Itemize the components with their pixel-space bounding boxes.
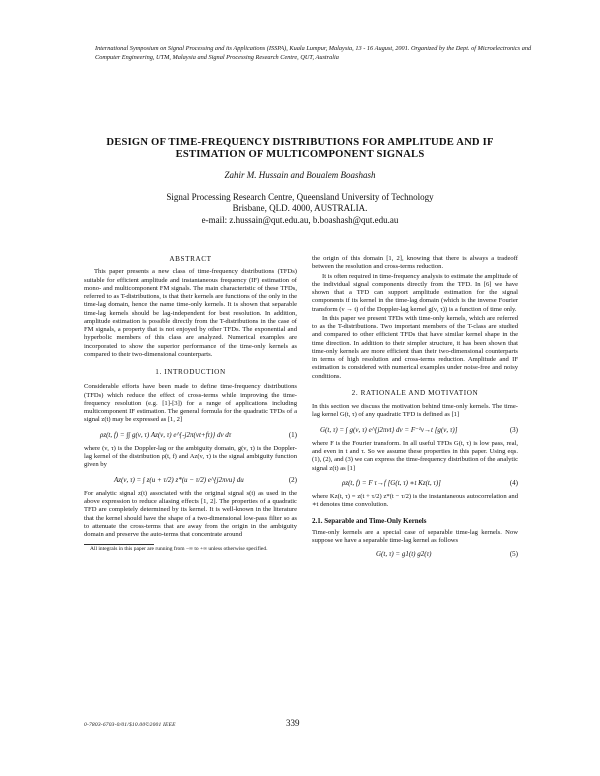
- footnote: All integrals in this paper are running from −∞ to +∞ unless otherwise specified.: [90, 546, 268, 553]
- equation-5-body: G(t, τ) = g1(t) g2(τ): [376, 550, 432, 559]
- equation-5: [376, 550, 518, 558]
- left-column: [84, 255, 297, 553]
- equation-2-body: Az(ν, τ) = ∫ z(u + τ/2) z*(u − τ/2) e^{j2πνu} du: [114, 475, 244, 484]
- right-paragraph-3: In this paper we present TFDs with time-only kernels, which are referred to as the T-distributions. Two important members of the T-class are studied and compared to other efficient TFDs that have similar kernel shape in the time direction. In addition to their simpler structure, it has been shown that time-only kernels are more efficient than their two-dimensional counterparts in terms of high resolution and cross-terms reduction. Amplitude and IF estimation is considered with numerical examples under noise-free and noisy conditions.: [312, 314, 518, 380]
- equation-5-number: (5): [509, 550, 518, 559]
- equation-1-number: (1): [288, 430, 297, 439]
- intro-paragraph-1: Considerable efforts have been made to define time-frequency distributions (TFDs) which reduce the effect of cross-terms while improving the time-frequency resolution (e.g. [1]-[3]) for a range of applications including multicomponent IF estimation. The general formula for the quadratic TFDs of a signal z(t) may be expressed as [1, 2]: [84, 383, 297, 424]
- affiliation: [100, 192, 500, 226]
- right-paragraph-1: the origin of this domain [1, 2], knowing that there is always a tradeoff between the resolution and cross-terms reduction.: [312, 255, 518, 271]
- affiliation-email: e-mail: z.hussain@qut.edu.au, b.boashash@qut.edu.au: [201, 214, 399, 225]
- equation-1: [100, 431, 297, 439]
- paper-title: [70, 137, 530, 161]
- section-2-heading: 2. RATIONALE AND MOTIVATION: [351, 388, 479, 397]
- conference-header: International Symposium on Signal Processing and its Applications (ISSPA), Kuala Lumpur, Malaysia, 13 - 16 August, 2001. Organized by the Dept. of Microelectronics and Computer Engineering, UTM, Malaysia and Signal Processing Research Centre, QUT, Australia: [95, 45, 532, 61]
- equation-2-number: (2): [288, 475, 297, 484]
- right-paragraph-4: In this section we discuss the motivation behind time-only kernels. The time-lag kernel G(t, τ) of any quadratic TFD is defined as [1]: [312, 403, 518, 419]
- equation-1-body: ρz(t, f) = ∫∫ g(ν, τ) Az(ν, τ) e^{-j2π(νt+fτ)} dν dτ: [100, 430, 232, 439]
- equation-4: [342, 479, 518, 487]
- right-paragraph-6: where Kz(t, τ) = z(t + τ/2) z*(t − τ/2) is the instantaneous autocorrelation and ∗t denotes time convolution.: [312, 493, 518, 509]
- right-column: [312, 255, 518, 559]
- equation-2: [114, 476, 297, 484]
- intro-heading: 1. INTRODUCTION: [155, 368, 226, 376]
- right-paragraph-2: It is often required in time-frequency analysis to estimate the amplitude of the individual signal components directly from the TFD. In [6] we have shown that a TFD can support amplitude estimation for the signal components if its kernel in the time-lag domain (which is the inverse Fourier transform (ν → t) of the Doppler-lag kernel g(ν, τ)) is a function of time only.: [312, 272, 518, 313]
- footer-code: 0-7803-6703-0/01/$10.00©2001 IEEE: [84, 722, 176, 728]
- title-line-1: DESIGN OF TIME-FREQUENCY DISTRIBUTIONS FOR AMPLITUDE AND IF: [106, 137, 494, 148]
- equation-4-body: ρz(t, f) = F τ→f [G(t, τ) ∗t Kz(t, τ)]: [342, 478, 441, 487]
- equation-3-body: G(t, τ) = ∫ g(ν, τ) e^{j2πνt} dν = F⁻¹ν→t [g(ν, τ)]: [320, 425, 458, 434]
- right-paragraph-5: where F is the Fourier transform. In all useful TFDs G(t, τ) is low pass, real, and even in t and τ. So we assume these properties in this paper. Using eqs.(1), (2), and (3) we can express the time-frequency distribution of the analytic signal z(t) as [1]: [312, 439, 518, 472]
- page-number: 339: [286, 718, 300, 728]
- affiliation-line-2: Brisbane, QLD. 4000, AUSTRALIA.: [232, 203, 368, 214]
- affiliation-line-1: Signal Processing Research Centre, Queensland University of Technology: [166, 192, 434, 202]
- intro-paragraph-3: For analytic signal z(t) associated with the original signal s(t) as used in the above expression to reduce aliasing effects [1, 2]. The properties of a quadratic TFD are completely determined by its kernel. It is well-known in the literature that the kernel should have the shape of a two-dimensional low-pass filter so as to attenuate the cross-terms that are away from the origin in the ambiguity domain and preserve the auto-terms that concentrate around: [84, 489, 297, 538]
- title-line-2: ESTIMATION OF MULTICOMPONENT SIGNALS: [175, 149, 425, 160]
- equation-4-number: (4): [509, 478, 518, 487]
- right-paragraph-7: Time-only kernels are a special case of separable time-lag kernels. Now suppose we have a separable time-lag kernel as follows: [312, 528, 518, 544]
- intro-paragraph-2: where (ν, τ) is the Doppler-lag or the ambiguity domain, g(ν, τ) is the Doppler-lag kernel of the distribution ρ(t, f) and Az(ν, τ) is the signal ambiguity function given by: [84, 444, 297, 469]
- abstract-heading: ABSTRACT: [169, 255, 212, 263]
- subsection-2-1-heading: 2.1. Separable and Time-Only Kernels: [312, 516, 427, 525]
- abstract-text: This paper presents a new class of time-frequency distributions (TFDs) suitable for efficient amplitude and instantaneous frequency (IF) estimation of mono- and multicomponent FM signals. The main characteristic of these TFDs, referred to as T-distributions, is that their kernels are functions of the only in the time-lag domain, hence the name time-only kernels. It is shown that separable time-lag kernels should be lag-independent for best resolution. In addition, amplitude estimation is possible directly from the T-distributions in the case of FM signals, a property that is not enjoyed by other TFDs. The exponential and hyperbolic members of this class are analyzed. Numerical examples are incorporated to show the superior performance of the time-only kernels as compared to their two-dimensional counterparts.: [84, 268, 297, 358]
- authors: Zahir M. Hussain and Boualem Boashash: [224, 170, 376, 180]
- equation-3: [320, 426, 518, 434]
- equation-3-number: (3): [509, 425, 518, 434]
